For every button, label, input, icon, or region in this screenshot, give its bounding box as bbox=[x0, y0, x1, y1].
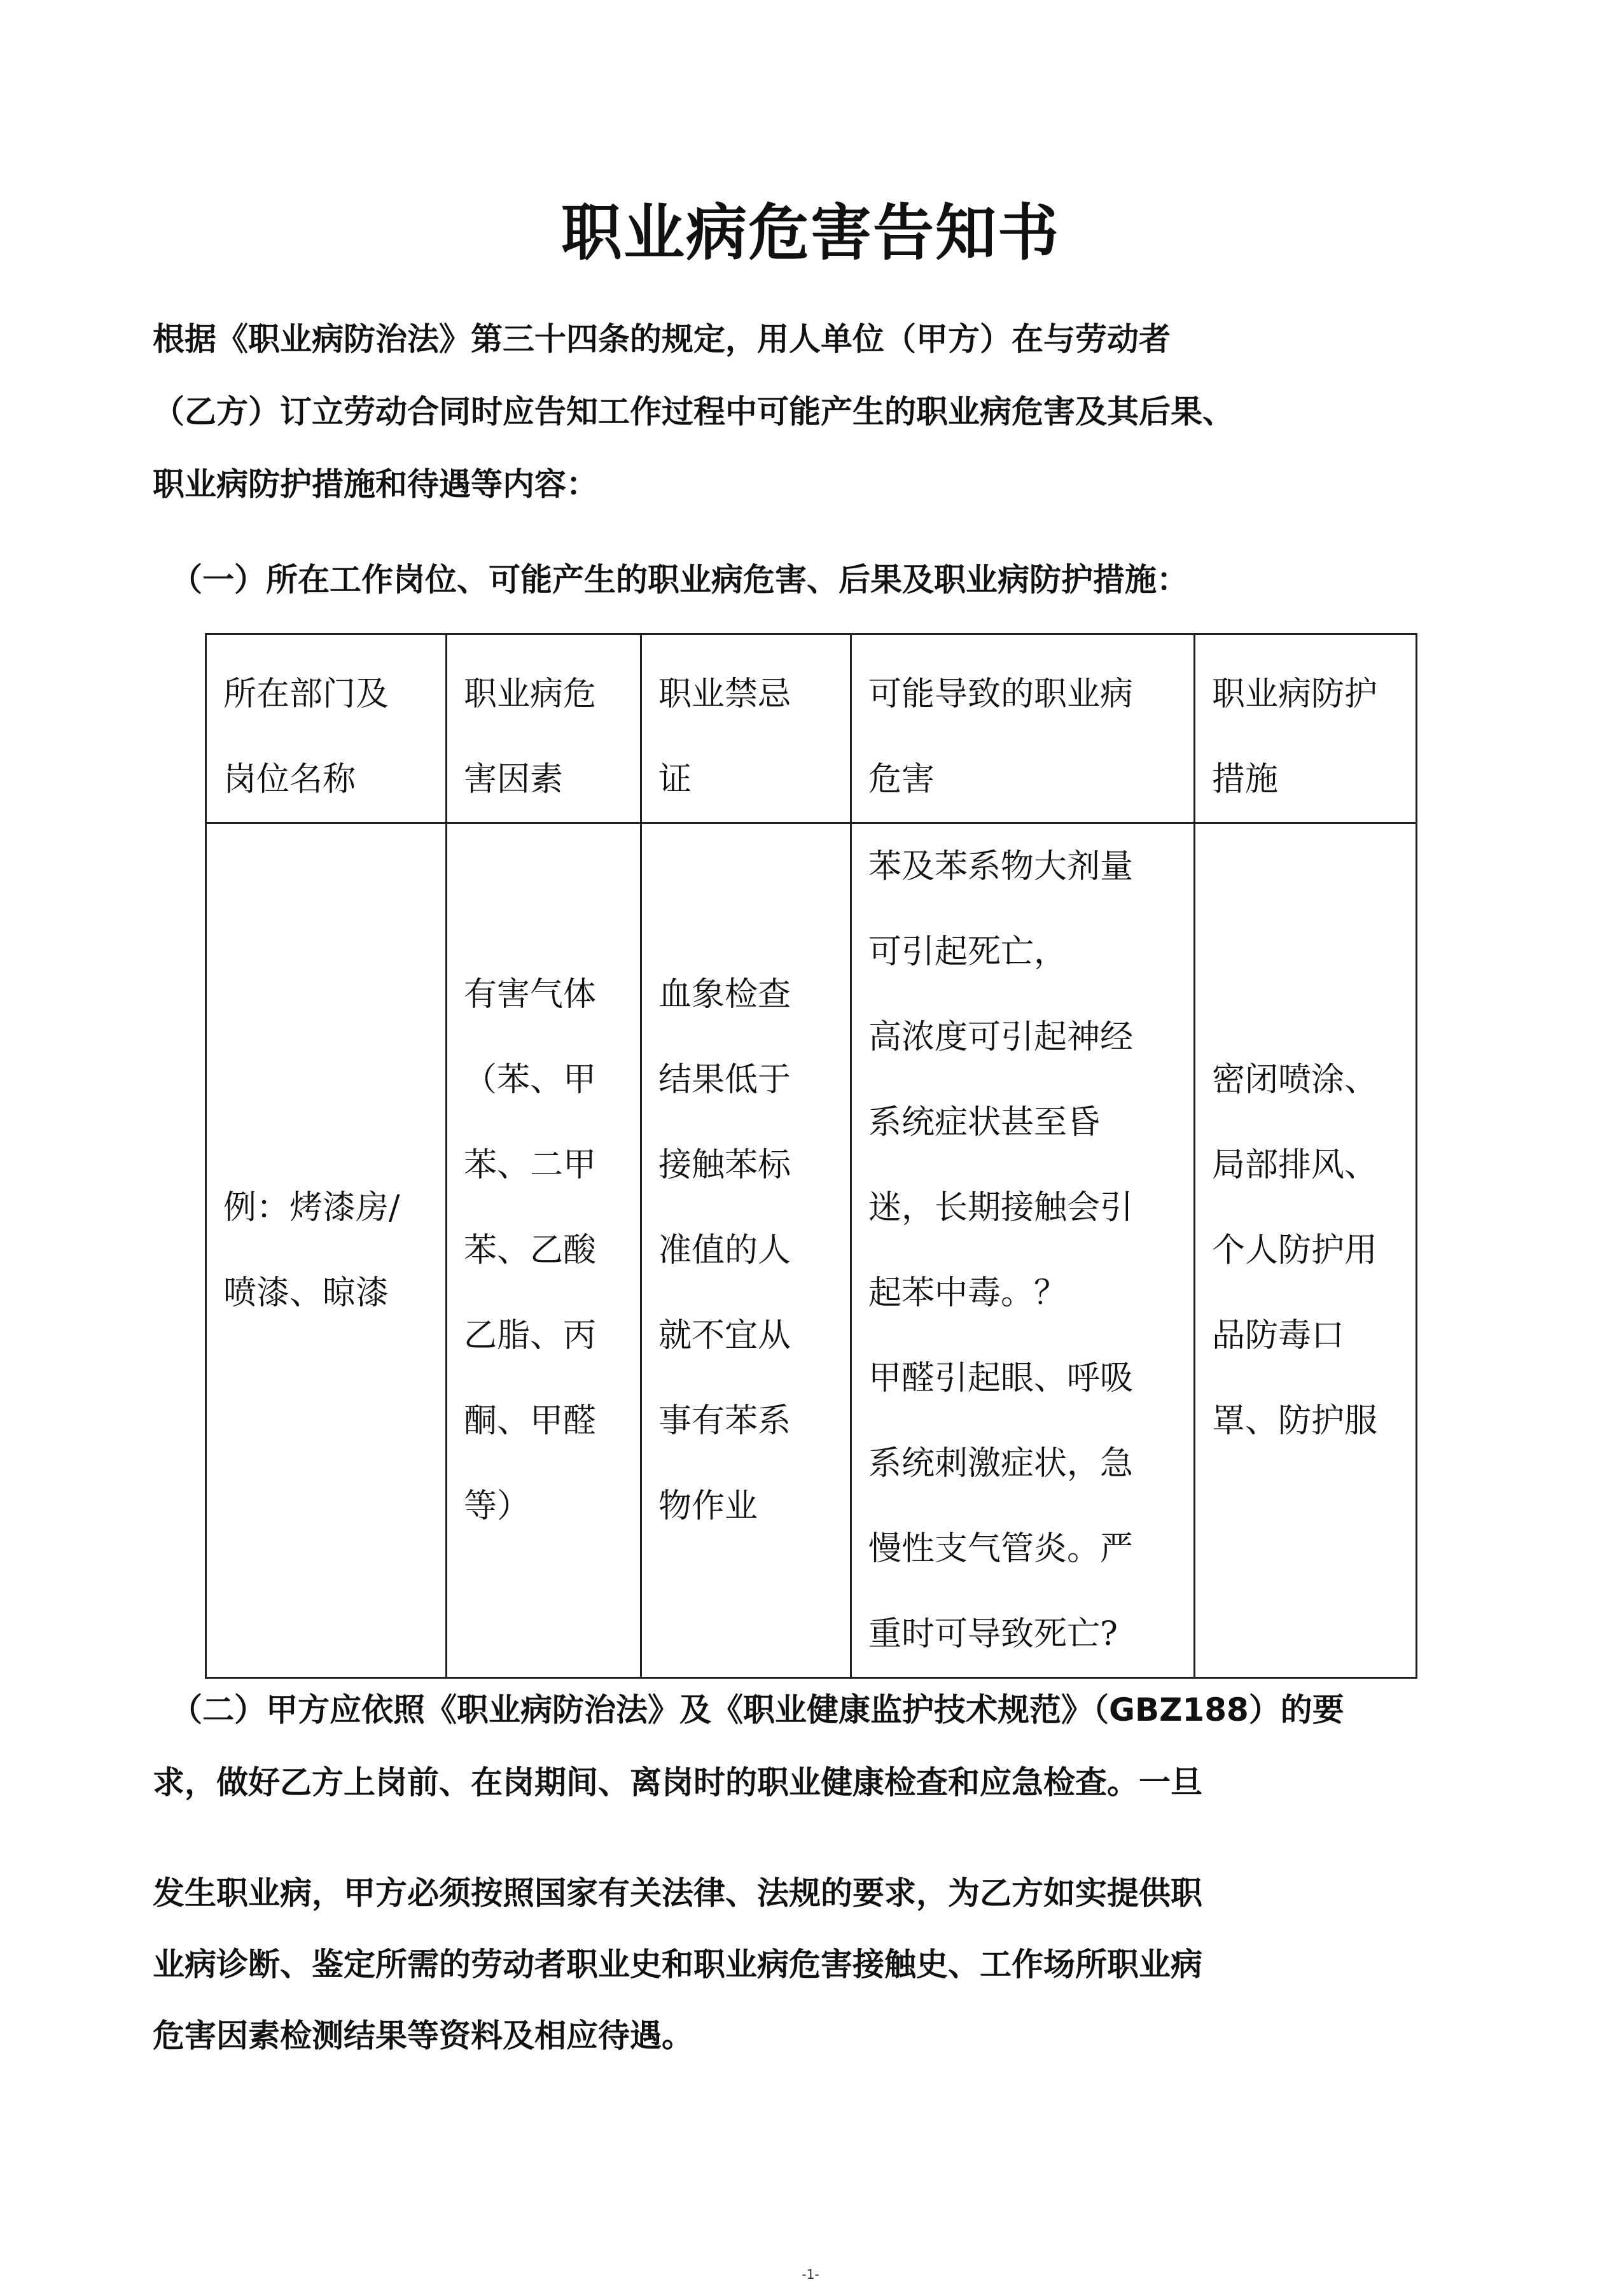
table-row bbox=[206, 823, 1417, 1678]
header-possible-harm: 可能导致的职业病 危害 bbox=[851, 634, 1195, 823]
intro-line-1: 根据《职业病防治法》第三十四条的规定，用人单位（甲方）在与劳动者 bbox=[153, 321, 1171, 358]
section2-line-2: 求，做好乙方上岗前、在岗期间、离岗时的职业健康检查和应急检查。一旦 bbox=[153, 1764, 1202, 1801]
section2-line-1: （二）甲方应依照《职业病防治法》及《职业健康监护技术规范》（GBZ188）的要 bbox=[170, 1691, 1344, 1728]
cell-department-position: 例：烤漆房/ 喷漆、晾漆 bbox=[206, 823, 447, 1678]
section2-cont-line-3: 危害因素检测结果等资料及相应待遇。 bbox=[153, 2017, 693, 2054]
intro-line-2: （乙方）订立劳动合同时应告知工作过程中可能产生的职业病危害及其后果、 bbox=[153, 393, 1234, 430]
header-department-position: 所在部门及 岗位名称 bbox=[206, 634, 447, 823]
section2-cont-line-2: 业病诊断、鉴定所需的劳动者职业史和职业病危害接触史、工作场所职业病 bbox=[153, 1946, 1202, 1983]
header-contraindications: 职业禁忌 证 bbox=[641, 634, 851, 823]
cell-hazard-factors: 有害气体 （苯、甲 苯、二甲 苯、乙酸 乙脂、丙 酮、甲醛 等） bbox=[447, 823, 641, 1678]
page-number: -1- bbox=[802, 2267, 819, 2282]
section2-cont-line-1: 发生职业病，甲方必须按照国家有关法律、法规的要求，为乙方如实提供职 bbox=[153, 1875, 1202, 1912]
table-header-row bbox=[206, 634, 1417, 823]
document-title: 职业病危害告知书 bbox=[561, 197, 1060, 269]
cell-contraindications: 血象检查 结果低于 接触苯标 准值的人 就不宜从 事有苯系 物作业 bbox=[641, 823, 851, 1678]
section1-heading: （一）所在工作岗位、可能产生的职业病危害、后果及职业病防护措施： bbox=[170, 561, 1188, 598]
hazard-table bbox=[205, 633, 1417, 1679]
cell-protection-measures: 密闭喷涂、 局部排风、 个人防护用 品防毒口 罩、防护服 bbox=[1195, 823, 1417, 1678]
header-protection-measures: 职业病防护 措施 bbox=[1195, 634, 1417, 823]
header-hazard-factors: 职业病危 害因素 bbox=[447, 634, 641, 823]
cell-possible-harm: 苯及苯系物大剂量 可引起死亡， 高浓度可引起神经 系统症状甚至昏 迷，长期接触会引 起苯中毒。？ 甲醛引起眼、呼吸 系统刺激症状，急 慢性支气管炎。严 重时可导致死亡? bbox=[851, 823, 1195, 1678]
intro-line-3: 职业病防护措施和待遇等内容： bbox=[153, 466, 598, 503]
